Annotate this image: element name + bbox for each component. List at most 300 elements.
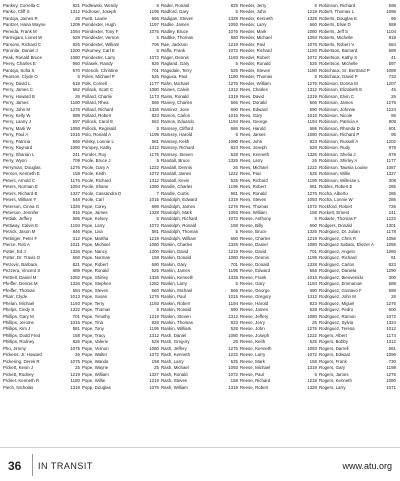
member-name: Pearson, Clyde O — [3, 74, 38, 80]
member-name: Rees, David — [240, 93, 264, 99]
member-name: Ragland, Gary — [161, 61, 190, 67]
member-name: Ramey, Charles — [161, 100, 193, 106]
member-name: Pope, Valerie — [82, 339, 109, 345]
member-name: Rager, Dennis — [161, 54, 189, 60]
local-number: 1080 — [149, 87, 159, 93]
member-name: Rash, Larry — [161, 358, 184, 364]
local-number: 1222 — [149, 164, 159, 170]
member-name: Poindexter, Larry — [82, 54, 116, 60]
local-number: 1327 — [149, 371, 159, 377]
local-number: 1194 — [307, 119, 317, 125]
member-name: Randall, Bruce — [161, 158, 190, 164]
member-name: Rocha, Lonnie W — [319, 197, 353, 203]
member-name: Pankey, Corrella C — [3, 3, 40, 8]
local-number: 1222 — [386, 216, 396, 222]
member-name: Polsky, Lonnie L — [82, 138, 114, 144]
local-number: 597 — [388, 61, 396, 67]
member-name: Rogers, Frank — [319, 358, 347, 364]
local-number: 1319 — [228, 384, 238, 390]
local-number: 1276 — [228, 80, 238, 86]
member-name: Pope, Tina — [82, 319, 103, 325]
member-name: Robertson, Kathy S — [319, 54, 358, 60]
member-name: Rankin, James — [161, 268, 191, 274]
member-name: Parsons, Richard C — [3, 41, 42, 47]
member-name: Robinson, Patricia A — [319, 119, 359, 125]
local-number: 1080 — [70, 145, 80, 151]
member-name: Rodriguez, Chris R — [319, 235, 357, 241]
member-name: Rees, George — [240, 119, 268, 125]
member-name: Perry, David L — [3, 80, 31, 86]
member-name: Pho, Jimmy — [3, 345, 26, 351]
local-number: 26 — [391, 294, 396, 300]
member-name: Rees, Michael — [240, 164, 268, 170]
local-number: 689 — [72, 268, 80, 274]
member-name: Reese, Larry — [240, 352, 266, 358]
local-number: 1072 — [307, 203, 317, 209]
local-number: 660 — [151, 287, 159, 293]
member-name: Peery, Charles E — [3, 61, 36, 67]
member-name: Rees, Thomas — [240, 203, 269, 209]
local-number: 1219 — [228, 41, 238, 47]
local-number: 1088 — [70, 125, 80, 131]
member-name: Podlewski, Wendy — [82, 3, 118, 8]
member-name: Robinson, Nicole — [319, 112, 353, 118]
member-name: Pope, Corey — [82, 203, 107, 209]
member-name: Radford, Gary — [161, 9, 189, 15]
member-name: Reese, Mark — [240, 358, 265, 364]
local-number: 1075 — [228, 28, 238, 34]
local-number: 1219 — [228, 248, 238, 254]
local-number: 1173 — [149, 93, 159, 99]
member-name: Reese, Robert — [240, 384, 269, 390]
local-number: 562 — [72, 87, 80, 93]
local-number: 1312 — [386, 339, 396, 345]
local-number: 660 — [230, 35, 238, 41]
local-number: 1080 — [386, 378, 396, 384]
local-number: 1080 — [386, 248, 396, 254]
member-name: Rash, Kenneth — [161, 352, 191, 358]
member-name: Reese, Gregory — [240, 294, 271, 300]
member-name: Rogers, Gary — [319, 365, 346, 371]
member-name: Pope, Martha — [82, 235, 109, 241]
local-number: 1209 — [70, 22, 80, 28]
member-name: Perry, Raynard — [3, 145, 33, 151]
local-number: 25 — [154, 365, 159, 371]
local-number: 808 — [388, 119, 396, 125]
local-number: 701 — [151, 67, 159, 73]
local-number: 581 — [230, 190, 238, 196]
local-number: 1222 — [307, 332, 317, 338]
member-name: Robinson, Elvin C — [319, 93, 354, 99]
local-number: 95 — [391, 15, 396, 21]
member-name: Reese, Jeffery — [240, 313, 269, 319]
member-name: Person, Kenneth E — [3, 171, 40, 177]
local-number: 1326 — [70, 281, 80, 287]
local-number: 690 — [309, 106, 317, 112]
member-name: Pettrell, Daniel M — [3, 274, 37, 280]
local-number: 158 — [72, 332, 80, 338]
local-number: 1178 — [386, 229, 396, 235]
member-name: Rodriguez, Angelo — [319, 248, 355, 254]
member-name: Pettiak, Jeffery — [3, 216, 32, 222]
local-number: 5 — [156, 158, 159, 164]
member-name: Rees, Larry — [240, 158, 263, 164]
member-name: Reeder, Richard — [240, 48, 272, 54]
member-name: Pickett, Rodney — [3, 371, 34, 377]
local-number: 95 — [391, 112, 396, 118]
member-name: Pope, Lisa — [82, 229, 103, 235]
local-number: 528 — [309, 145, 317, 151]
member-name: Phillips, Kim J — [3, 326, 31, 332]
local-number: 821 — [72, 261, 80, 267]
member-name: Poindexter, Vernon — [82, 35, 120, 41]
member-name: Rash, Daniel — [161, 332, 187, 338]
member-name: Roberts, Jeff S — [319, 28, 348, 34]
local-number: 566 — [72, 138, 80, 144]
member-name: Rankin, Robert — [161, 300, 191, 306]
local-number: 1326 — [228, 242, 238, 248]
member-name: Pope, Thomas — [82, 307, 111, 313]
local-number: 1015 — [228, 294, 238, 300]
member-name: Pfeiffer, Thomas — [3, 287, 35, 293]
member-name: Panko, Cliff S — [3, 9, 30, 15]
local-number: 1056 — [386, 235, 396, 241]
local-number: 1096 — [386, 352, 396, 358]
member-name: Pope, Shirley — [82, 274, 109, 280]
member-name: Robinson, Shirley A — [319, 158, 358, 164]
local-number: 7 — [156, 190, 159, 196]
member-name: Pickler, Kenneth R — [3, 378, 40, 384]
member-name: Poett, Laurie — [82, 15, 107, 21]
local-number: 528 — [230, 151, 238, 157]
local-number: 562 — [151, 119, 159, 125]
local-number: 1194 — [307, 281, 317, 287]
local-number: 158 — [151, 255, 159, 261]
member-name: Perry, Kelly W — [3, 112, 31, 118]
member-name: Ramsey, Keith — [161, 138, 190, 144]
member-name: Ponder, Roy — [82, 151, 107, 157]
member-name: Rodriguez, Richard — [319, 255, 357, 261]
local-number: 26 — [233, 164, 238, 170]
member-name: Reese, Bruce — [240, 229, 267, 235]
name-columns — [3, 3, 397, 443]
member-name: Pope, James — [82, 210, 108, 215]
local-number: 26 — [312, 158, 317, 164]
local-number: 1072 — [228, 371, 238, 377]
local-number: 581 — [151, 138, 159, 144]
local-number: 1276 — [307, 80, 317, 86]
local-number: 5 — [314, 216, 317, 222]
member-name: Reese, Paul — [240, 371, 264, 377]
local-number: 1104 — [386, 28, 396, 34]
member-name: Podroser, Joseph — [82, 9, 117, 15]
member-name: Rodriguez, John M — [319, 294, 356, 300]
member-name: Rodriguez, Teresa — [319, 326, 355, 332]
member-name: Rodriguez, Gustavo F — [319, 287, 362, 293]
local-number: 1276 — [386, 100, 396, 106]
member-name: Poole, Gary A — [82, 164, 110, 170]
member-name: Reese, Gary — [240, 281, 265, 287]
member-name: Poindexter, Hugh — [82, 22, 116, 28]
local-number: 581 — [151, 229, 159, 235]
member-name: Poindexter, Tony F — [82, 28, 119, 34]
local-number: 1197 — [149, 22, 159, 28]
member-name: Rader, Ronald — [161, 3, 190, 8]
local-number: 566 — [309, 100, 317, 106]
member-name: Pope, Tracy — [82, 332, 106, 338]
member-name: Rees, Kenneth — [240, 151, 270, 157]
local-number: 1080 — [70, 54, 80, 60]
local-number: 285 — [388, 184, 396, 190]
local-number: 1195 — [307, 255, 317, 261]
local-number: 1015 — [228, 112, 238, 118]
member-name: Reese, Billy — [240, 222, 264, 228]
member-name: Roberts, Elsie D — [319, 22, 351, 28]
member-name: Robinson, Shelia J — [319, 151, 356, 157]
member-name: Pope, Steven — [82, 287, 109, 293]
member-name: Reeder, Robert — [240, 54, 270, 60]
member-name: Randolph, Ronald — [161, 222, 197, 228]
local-number: 1195 — [149, 9, 159, 15]
local-number: 1219 — [307, 378, 317, 384]
member-name: Pollack, Scott C — [82, 87, 113, 93]
member-name: Popp, Douglas — [82, 384, 111, 390]
local-number: 706 — [151, 41, 159, 47]
local-number: 670 — [72, 67, 80, 73]
member-name: Peak, Ronald Bruce — [3, 54, 43, 60]
local-number: 1195 — [149, 326, 159, 332]
member-name: Pope, William — [82, 371, 109, 377]
member-name: Rash, William — [161, 384, 188, 390]
local-number: 566 — [151, 100, 159, 106]
local-number: 1326 — [149, 274, 159, 280]
local-number: 686 — [230, 125, 238, 131]
local-number: 1176 — [70, 177, 80, 183]
member-name: Pope, Wayne — [82, 365, 109, 371]
member-name: Robinson, Tawnia Louise — [319, 164, 368, 170]
member-name: Rockford, Robert — [319, 203, 353, 209]
member-name: Reeder, Jerry — [240, 3, 267, 8]
local-number: 1072 — [149, 222, 159, 228]
local-number: 1096 — [386, 9, 396, 15]
list-item — [82, 385, 159, 391]
local-number: 690 — [151, 261, 159, 267]
local-number: 1015 — [307, 274, 317, 280]
member-name: Roberts, Michelle — [319, 35, 353, 41]
member-name: Reese, George — [240, 287, 270, 293]
member-name: Pereida, Frank M — [3, 28, 37, 34]
local-number: 1094 — [70, 184, 80, 190]
website-link[interactable]: www.atu.org — [342, 461, 392, 471]
local-number: 823 — [388, 261, 396, 267]
local-number: 1207 — [386, 80, 396, 86]
member-name: Ramos, Eduardo — [161, 119, 194, 125]
member-name: Reese, James — [240, 307, 269, 313]
local-number: 500 — [388, 307, 396, 313]
local-number: 1075 — [70, 358, 80, 364]
member-name: Robinson, Elizabeth E — [319, 87, 363, 93]
member-name: Robles, Robert E — [319, 184, 353, 190]
member-name: Robinson, Rhonda D — [319, 125, 360, 131]
member-name: Pierce, Rob A — [3, 242, 30, 248]
member-name: Reese, Anthony — [240, 216, 271, 222]
local-number: 1194 — [228, 300, 238, 306]
local-number: 689 — [388, 48, 396, 54]
local-number: 81 — [391, 255, 396, 261]
member-name: Perry, James — [3, 100, 29, 106]
local-number: 1276 — [228, 345, 238, 351]
local-number: 588 — [388, 22, 396, 28]
member-name: Rodriguez, Dr. Julian — [319, 229, 360, 235]
local-number: 158 — [151, 358, 159, 364]
member-name: Perry, Shanan L — [3, 151, 35, 157]
name-column-4 — [240, 3, 317, 443]
member-name: Rash, Gregory — [161, 339, 190, 345]
local-number: 823 — [309, 300, 317, 306]
member-name: Rees, Donald — [240, 100, 267, 106]
member-name: Robertson, Michelle — [319, 61, 358, 67]
member-name: Pantoja, James R — [3, 15, 38, 21]
local-number: 1072 — [228, 216, 238, 222]
local-number: 1327 — [386, 171, 396, 177]
member-name: Rodriguez, Miguel — [319, 300, 355, 306]
member-name: Reeder, Ronald — [240, 61, 271, 67]
local-number: 26 — [75, 93, 80, 99]
local-number: 581 — [72, 326, 80, 332]
member-name: Pope, Vernon — [82, 345, 109, 351]
member-name: Rogers, James — [319, 371, 349, 377]
member-name: Randall, Kevin — [161, 177, 190, 183]
member-name: Reeder, Paul — [240, 41, 266, 47]
local-number: 566 — [309, 268, 317, 274]
local-number: 686 — [72, 216, 80, 222]
local-number: 1328 — [307, 15, 317, 21]
local-number: 1312 — [149, 177, 159, 183]
member-name: Reeder, Michael — [240, 35, 272, 41]
member-name: Rash, Steven — [161, 378, 188, 384]
local-number: 312 — [72, 235, 80, 241]
member-name: Peterson, Jennifer — [3, 210, 39, 215]
local-number: 529 — [72, 35, 80, 41]
member-name: Rodriguez, Ramon — [319, 313, 356, 319]
local-number: 821 — [72, 3, 80, 8]
local-number: 241 — [72, 151, 80, 157]
member-name: Rankin, Michael — [161, 287, 193, 293]
local-number: 5 — [314, 371, 317, 377]
local-number: 1327 — [70, 190, 80, 196]
member-name: Rees, Joseph — [240, 145, 267, 151]
local-number: 1276 — [307, 326, 317, 332]
member-name: Rahn, Michael — [161, 80, 190, 86]
member-name: Raffa, Frank — [161, 48, 186, 54]
local-number: 666 — [151, 15, 159, 21]
member-name: Robinson, Richard — [319, 3, 356, 8]
local-number: 285 — [388, 197, 396, 203]
local-number: 1202 — [386, 138, 396, 144]
local-number: 1075 — [149, 28, 159, 34]
member-name: Rockett, Ernest — [319, 210, 350, 215]
local-number: 709 — [72, 158, 80, 164]
local-number: 598 — [388, 287, 396, 293]
name-column-3 — [161, 3, 238, 443]
member-name: Pope, Ronald — [82, 268, 109, 274]
member-name: Pfeiffer, Dennis M — [3, 281, 38, 287]
member-name: Phillips, Gary M — [3, 313, 34, 319]
member-name: Peters, Arnold C — [3, 177, 35, 183]
local-number: 5 — [156, 307, 159, 313]
local-number: 526 — [230, 67, 238, 73]
local-number: 5 — [235, 132, 238, 138]
local-number: 826 — [151, 61, 159, 67]
member-name: Ramirez, Jose — [161, 106, 190, 112]
member-name: Robinson, James — [319, 100, 353, 106]
local-number: 960 — [72, 61, 80, 67]
member-name: Rees, John — [240, 138, 263, 144]
member-name: Perry, Paul A — [3, 132, 29, 138]
local-number: 526 — [309, 61, 317, 67]
local-number: 1072 — [386, 313, 396, 319]
local-number: 5 — [156, 125, 159, 131]
local-number: 1312 — [149, 332, 159, 338]
member-name: Reese, Joseph — [240, 332, 270, 338]
local-number: 1219 — [149, 313, 159, 319]
member-name: Rodriguez, Bienvenido — [319, 274, 364, 280]
member-name: Rankin, Larry — [161, 281, 188, 287]
local-number: 690 — [230, 106, 238, 112]
local-number: 1195 — [149, 132, 159, 138]
local-number: 1056 — [386, 242, 396, 248]
member-name: Radley, Bruce — [161, 28, 189, 34]
member-name: Ramsey, Steven — [161, 151, 193, 157]
local-number: 618 — [72, 80, 80, 86]
member-name: Rodriguez, Sylvia — [319, 319, 354, 325]
local-number: 1319 — [307, 93, 317, 99]
local-number: 1080 — [149, 345, 159, 351]
member-name: Rash, Michael — [161, 365, 189, 371]
member-name: Reeder, Mark — [240, 28, 267, 34]
member-name: Robinson, Russell A — [319, 138, 359, 144]
member-name: Parmigani, Lionel W — [3, 35, 43, 41]
member-name: Petrick, Jason M — [3, 229, 36, 235]
local-number: 1219 — [307, 9, 317, 15]
member-name: Robinson, Donna M — [319, 80, 358, 86]
local-number: 733 — [388, 74, 396, 80]
local-number: 528 — [230, 326, 238, 332]
member-name: Pope, Kelsey — [82, 216, 108, 222]
local-number: 1080 — [307, 132, 317, 138]
member-name: Pettiway, Calvin E — [3, 222, 39, 228]
local-number: 1072 — [307, 54, 317, 60]
member-name: Randolph, Mark — [161, 210, 192, 215]
local-number: 825 — [230, 3, 238, 8]
local-number: 1087 — [386, 164, 396, 170]
member-name: Phelps, Cindy S — [3, 307, 35, 313]
member-name: Pollard, Richard — [82, 106, 114, 112]
local-number: 823 — [151, 112, 159, 118]
local-number: 1326 — [70, 248, 80, 254]
member-name: Rankin, David — [161, 248, 189, 254]
name-column-1 — [3, 3, 80, 443]
local-number: 660 — [309, 22, 317, 28]
member-name: Pope, Stephen — [82, 281, 112, 287]
local-number: 1174 — [386, 332, 396, 338]
member-name: Peters, Norman E — [3, 184, 38, 190]
member-name: Pope, Willie — [82, 378, 106, 384]
member-name: Randle, Charles — [161, 184, 193, 190]
member-name: Pope, Timothy — [82, 313, 111, 319]
member-name: Pezzera, Vincent S — [3, 268, 41, 274]
local-number: 1328 — [228, 15, 238, 21]
